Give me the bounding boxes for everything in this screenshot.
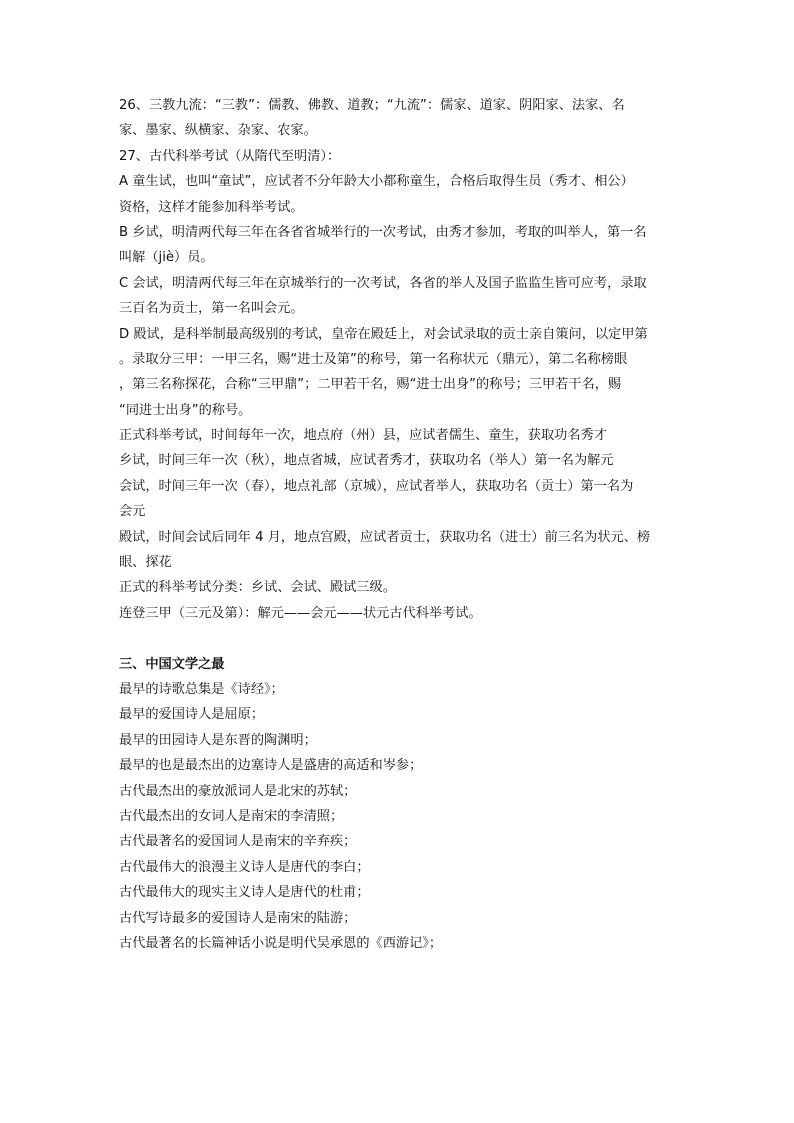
section-heading: 三、中国文学之最 bbox=[119, 656, 225, 672]
text-line: 26、三教九流：“三教”：儒教、佛教、道教；“九流”：儒家、道家、阴阳家、法家、名 bbox=[119, 98, 625, 113]
text-line: 资格，这样才能参加科举考试。 bbox=[119, 199, 304, 215]
text-line: 眼、探花 bbox=[119, 555, 172, 571]
list-item: 最早的诗歌总集是《诗经》； bbox=[119, 681, 284, 697]
section-title: 27、古代科举考试（从隋代至明清）： bbox=[119, 148, 341, 164]
text-line: 三百名为贡士，第一名叫会元。 bbox=[119, 301, 304, 317]
list-item: 古代最著名的爱国词人是南宋的辛弃疾； bbox=[119, 834, 357, 850]
text-line: C 会试，明清两代每三年在京城举行的一次考试，各省的举人及国子监监生皆可应考，录取 bbox=[119, 275, 647, 291]
text-line: 连登三甲（三元及第）：解元——会元——状元古代科举考试。 bbox=[119, 605, 482, 621]
list-item: 最早的也是最杰出的边塞诗人是盛唐的高适和岑参； bbox=[119, 758, 423, 774]
list-item: 古代最著名的长篇神话小说是明代吴承恩的《西游记》； bbox=[119, 935, 443, 951]
text-line: 乡试，时间三年一次（秋），地点省城，应试者秀才，获取功名（举人）第一名为解元 bbox=[119, 453, 614, 469]
text-line: 会试，时间三年一次（春），地点礼部（京城），应试者举人，获取功名（贡士）第一名为 bbox=[119, 478, 634, 494]
text-line: 家、墨家、纵横家、杂家、农家。 bbox=[119, 123, 317, 139]
list-item: 最早的爱国诗人是屈原； bbox=[119, 707, 265, 723]
document-page bbox=[119, 93, 679, 956]
text-line: B 乡试，明清两代每三年在各省省城举行的一次考试，由秀才参加，考取的叫举人，第一名 bbox=[119, 224, 647, 240]
list-item: 古代最杰出的豪放派词人是北宋的苏轼； bbox=[119, 783, 357, 799]
text-line: 叫解（jiè）员。 bbox=[119, 250, 214, 266]
text-line: 殿试，时间会试后同年 4 月，地点宫殿，应试者贡士，获取功名（进士）前三名为状元、榜 bbox=[119, 529, 651, 545]
text-line: 正式的科举考试分类：乡试、会试、殿试三级。 bbox=[119, 580, 396, 596]
list-item: 古代最伟大的现实主义诗人是唐代的杜甫； bbox=[119, 885, 370, 901]
text-line: 。录取分三甲：一甲三名，赐“进士及第”的称号，第一名称状元（鼎元），第二名称榜眼 bbox=[119, 351, 628, 367]
list-item: 古代写诗最多的爱国诗人是南宋的陆游； bbox=[119, 910, 357, 926]
list-item: 古代最杰出的女词人是南宋的李清照； bbox=[119, 808, 344, 824]
text-line: ，第三名称探花，合称“三甲鼎”；二甲若干名，赐“进士出身”的称号；三甲若干名，赐 bbox=[119, 377, 622, 393]
text-line: A 童生试，也叫“童试”，应试者不分年龄大小都称童生，合格后取得生员（秀才、相公） bbox=[119, 174, 634, 190]
text-line: 会元 bbox=[119, 504, 146, 520]
blank-line bbox=[119, 626, 679, 651]
text-line: D 殿试，是科举制最高级别的考试，皇帝在殿廷上，对会试录取的贡士亲自策问，以定甲第 bbox=[119, 326, 648, 342]
list-item: 最早的田园诗人是东晋的陶渊明； bbox=[119, 732, 317, 748]
list-item: 古代最伟大的浪漫主义诗人是唐代的李白； bbox=[119, 859, 370, 875]
text-line: “同进士出身”的称号。 bbox=[119, 402, 252, 418]
text-line: 正式科举考试，时间每年一次，地点府（州）县，应试者儒生、童生，获取功名秀才 bbox=[119, 428, 607, 444]
